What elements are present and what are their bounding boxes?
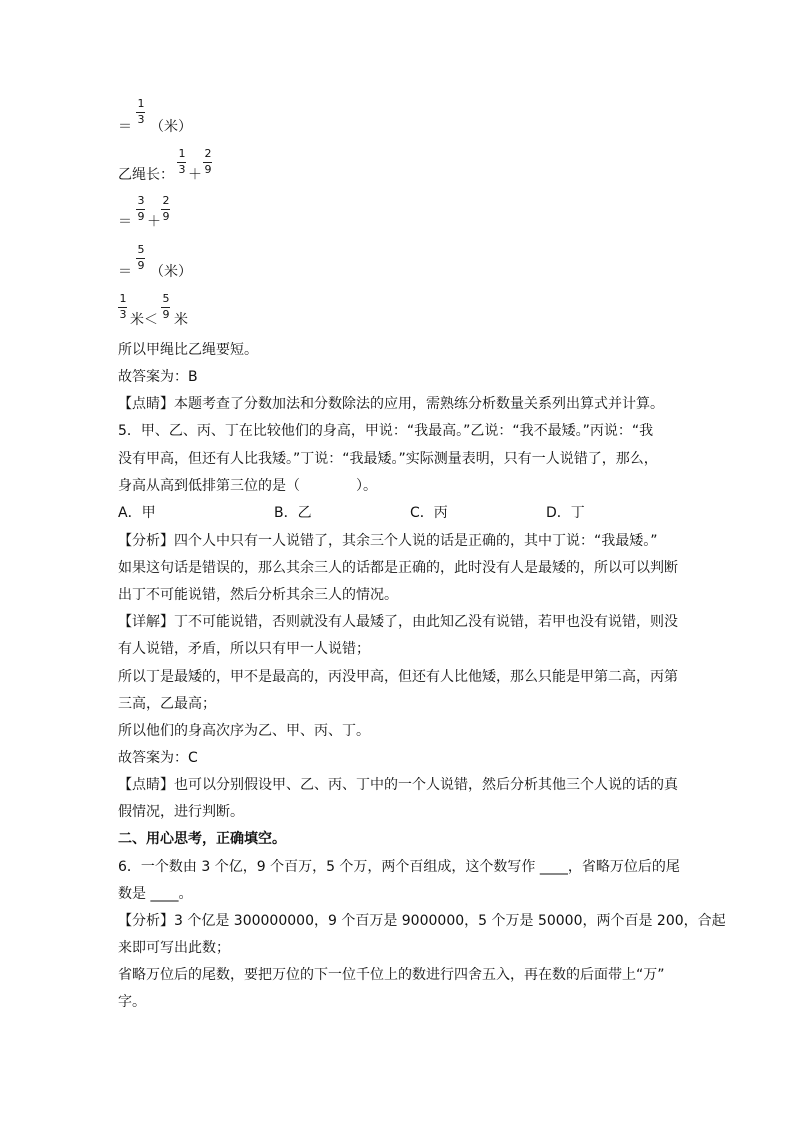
equals-sign: ＝ [118,264,132,280]
question-5-line-2: 没有甲高，但还有人比我矮。”丁说：“我最矮。”实际测量表明，只有一人说错了，那么， [118,451,658,467]
detail-line: 【详解】丁不可能说错，否则就没有人最矮了，由此知乙没有说错，若甲也没有说错，则没 [118,614,678,630]
fraction-denominator: 9 [137,259,145,272]
unit-label: （米） [150,119,192,135]
detail-line: 所以他们的身高次序为乙、甲、丙、丁。 [118,723,370,739]
fraction-numerator: 1 [137,97,145,110]
option-a: A．甲 [118,505,156,521]
analysis-line: 出丁不可能说错，然后分析其余三人的情况。 [118,587,398,603]
fraction-numerator: 2 [162,194,170,207]
fraction-denominator: 9 [137,210,145,223]
option-b: B．乙 [274,505,312,521]
question-5-line-1: 5．甲、乙、丙、丁在比较他们的身高，甲说：“我最高。”乙说：“我不最矮。”丙说：“我 [118,423,654,439]
fraction-denominator: 9 [162,308,170,321]
option-d: D．丁 [546,505,585,521]
analysis-line: 省略万位后的尾数，要把万位的下一位千位上的数进行四舍五入，再在数的后面带上“万” [118,967,665,983]
comment-line: 【点睛】本题考查了分数加法和分数除法的应用，需熟练分析数量关系列出算式并计算。 [118,396,664,412]
answer-line: 故答案为：C [118,750,198,766]
fraction-denominator: 9 [204,163,212,176]
analysis-line: 字。 [118,994,146,1010]
detail-line: 三高，乙最高； [118,696,216,712]
fraction-denominator: 9 [162,210,170,223]
option-c: C．丙 [410,505,448,521]
unit-label: 米 [174,312,188,328]
question-5-line-3: 身高从高到低排第三位的是（ ）。 [118,478,377,494]
rope-b-label: 乙绳长： [118,167,174,183]
plus-sign: ＋ [188,167,202,183]
question-6-line-2: 数是 ____。 [118,886,193,902]
equals-sign: ＝ [118,214,132,230]
fraction-denominator: 3 [137,113,145,126]
detail-line: 所以丁是最矮的，甲不是最高的，丙没甲高，但还有人比他矮，那么只能是甲第二高，丙第 [118,669,678,685]
answer-line: 故答案为：B [118,369,198,385]
analysis-line: 来即可写出此数； [118,940,230,956]
question-6-line-1: 6．一个数由 3 个亿，9 个百万，5 个万，两个百组成，这个数写作 ____，省略万位后的尾 [118,859,680,875]
conclusion-line: 所以甲绳比乙绳要短。 [118,342,258,358]
fraction-numerator: 5 [162,292,170,305]
analysis-line: 【分析】四个人中只有一人说错了，其余三个人说的话是正确的，其中丁说：“我最矮。” [118,533,658,549]
comment-line: 假情况，进行判断。 [118,804,244,820]
fraction-denominator: 3 [178,163,186,176]
fraction-numerator: 1 [119,292,127,305]
detail-line: 有人说错，矛盾，所以只有甲一人说错； [118,641,370,657]
fraction-numerator: 3 [137,194,145,207]
fraction-numerator: 5 [137,243,145,256]
comment-line: 【点睛】也可以分别假设甲、乙、丙、丁中的一个人说错，然后分析其他三个人说的话的真 [118,777,678,793]
fraction-numerator: 2 [204,147,212,160]
section-heading: 二、用心思考，正确填空。 [118,831,286,847]
analysis-line: 如果这句话是错误的，那么其余三人的话都是正确的，此时没有人是最矮的，所以可以判断 [118,560,678,576]
comparison-text: 米＜ [130,312,158,328]
fraction-numerator: 1 [178,147,186,160]
fraction-denominator: 3 [119,308,127,321]
unit-label: （米） [150,264,192,280]
analysis-line: 【分析】3 个亿是 300000000，9 个百万是 9000000，5 个万是 50000，两个百是 200，合起 [118,913,726,929]
equals-sign: ＝ [118,119,132,135]
plus-sign: ＋ [147,214,161,230]
